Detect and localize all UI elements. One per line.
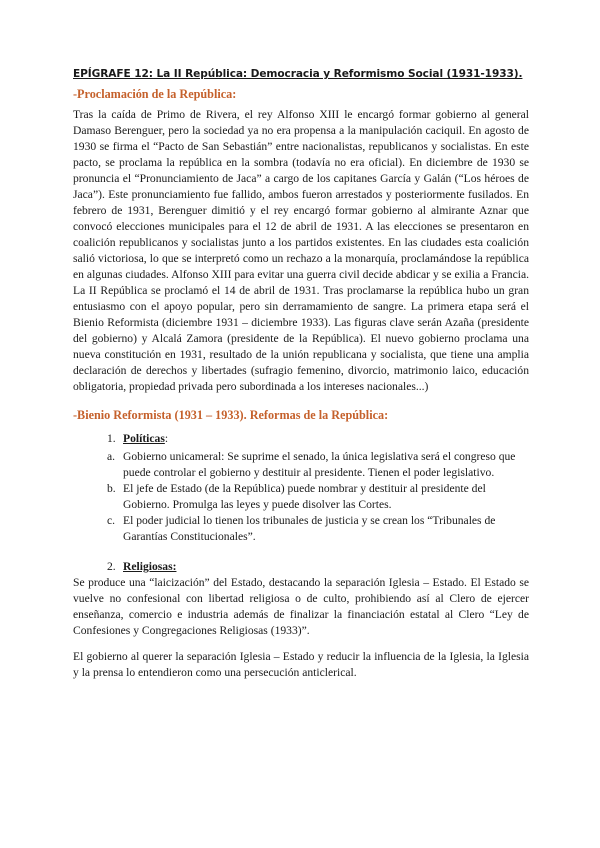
list-number: 1. [107, 432, 116, 445]
sublist-marker: a. [107, 450, 116, 463]
list-number: 2. [107, 560, 116, 573]
sublist-marker: c. [107, 514, 116, 527]
list-item-politicas [73, 431, 529, 447]
sublist-politicas [73, 449, 529, 545]
label-colon: : [164, 432, 169, 445]
sublist-text: El jefe de Estado (de la República) puede nombrar y destituir al presidente del Gobierno. Promulga las leyes y puede disolver las Cortes. [123, 482, 486, 511]
sublist-item [73, 513, 529, 545]
sublist-item [73, 481, 529, 513]
list-item-religiosas [73, 559, 529, 575]
paragraph-proclamacion: Tras la caída de Primo de Rivera, el rey Alfonso XIII le encargó formar gobierno al general Damaso Berenguer, pero la sociedad ya no era propensa a la manipulación caciquil. En agosto de 1930 se firma el “Pacto de San Sebastián” entre nacionalistas, republicanos y socialistas. En este pacto, se proclama la república en la sombra (todavía no era oficial). En diciembre de 1930 se pronuncia el “Pronunciamiento de Jaca” a cargo de los capitanes García y Galán (“Los héroes de Jaca”). Este pronunciamiento fue fallido, ambos fueron arrestados y posteriormente fusilados. En febrero de 1931, Berenguer dimitió y el rey encargó formar gobierno al almirante Aznar que convocó elecciones municipales para el 12 de abril de 1931. A las elecciones se presentaron en coalición republicanos y socialistas junto a los partidos existentes. En las ciudades esta coalición salió victoriosa, lo que se interpretó como un rechazo a la monarquía, proclamándose la república en algunas ciudades. Alfonso XIII para evitar una guerra civil decide abdicar y se exilia a Francia. La II República se proclamó el 14 de abril de 1931. Tras proclamarse la república hubo un gran entusiasmo con el apoyo popular, pero sin derramamiento de sangre. La primera etapa será el Bienio Reformista (diciembre 1931 – diciembre 1933). Las figuras clave serán Azaña (presidente del gobierno) y Alcalá Zamora (presidente de la República). El nuevo gobierno proclama una nueva constitución en 1931, resultado de la unión republicana y socialista, que tiene una amplia declaración de derechos y libertades (sufragio femenino, divorcio, matrimonio laico, educación obligatoria, propiedad privada pero subordinada a los intereses nacionales...) [73, 108, 529, 393]
document-title: EPÍGRAFE 12: La II República: Democracia y Reformismo Social (1931-1933). [73, 68, 523, 80]
list-item-label: Políticas [123, 432, 165, 445]
section-heading-bienio: -Bienio Reformista (1931 – 1933). Reformas de la República: [73, 408, 389, 422]
sublist-item [73, 449, 529, 481]
sublist-marker: b. [107, 482, 116, 495]
sublist-text: El poder judicial lo tienen los tribunales de justicia y se crean los “Tribunales de Garantías Constitucionales”. [123, 514, 496, 543]
sublist-text: Gobierno unicameral: Se suprime el senado, la única legislativa será el congreso que puede controlar el gobierno y destituir al presidente. Tienen el poder legislativo. [123, 450, 516, 479]
document-page [73, 66, 529, 681]
paragraph-religiosas: Se produce una “laicización” del Estado, destacando la separación Iglesia – Estado. El Estado se vuelve no confesional con libertad religiosa o de culto, prohibiendo así al Clero de ejercer enseñanza, comercio e industria además de finalizar la financiación estatal al Clero “Ley de Confesiones y Congregaciones Religiosas (1933)”. [73, 576, 529, 637]
paragraph-spacer [73, 639, 529, 649]
paragraph-closing: El gobierno al querer la separación Iglesia – Estado y reducir la influencia de la Iglesia, la Iglesia y la prensa lo entendieron como una persecución anticlerical. [73, 650, 529, 679]
section-heading-proclamacion: -Proclamación de la República: [73, 87, 237, 101]
list-item-label: Religiosas: [123, 560, 177, 573]
